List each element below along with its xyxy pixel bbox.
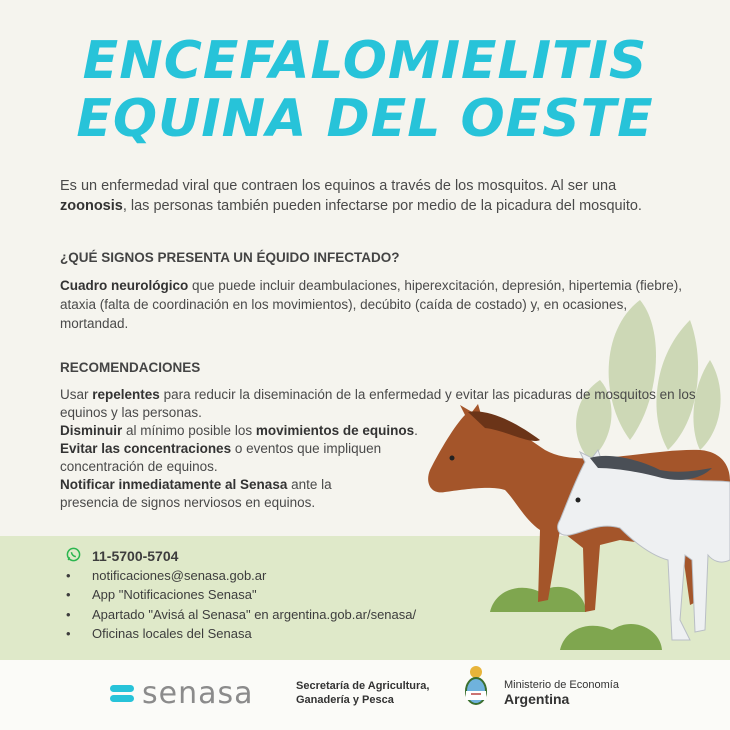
rec1-bold: repelentes	[92, 387, 160, 402]
secretaria-line-1: Secretaría de Agricultura,	[296, 680, 430, 692]
rec2-text: al mínimo posible los	[122, 423, 256, 438]
bush-right	[560, 624, 662, 650]
app-text: App "Notificaciones Senasa"	[92, 587, 257, 603]
offices-text: Oficinas locales del Senasa	[92, 626, 252, 642]
secretaria-line-2: Ganadería y Pesca	[296, 694, 394, 706]
rec3-bold: Evitar las concentraciones	[60, 441, 232, 456]
phone-row	[66, 546, 416, 566]
contact-item-web	[66, 605, 416, 625]
rec1-text-a: Usar	[60, 387, 93, 402]
contact-item-offices	[66, 624, 416, 644]
rec4-text: ante la presencia de signos nerviosos en equinos.	[60, 477, 332, 510]
signs-text: que puede incluir deambulaciones, hiperexcitación, depresión, hipertemia (fiebre), ataxia (falta de coordinación en los movimientos), decúbito (caída de costado) y, en ocasiones, mortandad.	[60, 278, 683, 331]
senasa-logo-text: senasa	[142, 676, 254, 711]
rec3-text: o eventos que impliquen concentración de equinos.	[60, 441, 382, 474]
recommendation-4	[60, 476, 390, 512]
intro-bold: zoonosis	[60, 198, 123, 214]
web-text: Apartado "Avisá al Senasa" en argentina.gob.ar/senasa/	[92, 606, 417, 622]
bullet: •	[66, 567, 71, 583]
email-link[interactable]: notificaciones@senasa.gob.ar	[92, 567, 267, 583]
title-line-2: EQUINA DEL OESTE	[76, 89, 654, 149]
title-line-1: ENCEFALOMIELITIS	[82, 31, 648, 91]
intro-text-2: , las personas también pueden infectarse por medio de la picadura del mosquito.	[122, 198, 642, 214]
whatsapp-icon	[66, 547, 92, 565]
recommendation-2	[60, 422, 700, 440]
bullet: •	[66, 606, 71, 622]
rec4-bold: Notificar inmediatamente al Senasa	[60, 477, 288, 492]
phone-number[interactable]: 11-5700-5704	[92, 547, 179, 564]
recommendation-3	[60, 440, 390, 476]
recommendations-list	[60, 386, 700, 512]
contact-list	[66, 546, 416, 644]
rec1-text-b: para reducir la diseminación de la enfermedad y evitar las picaduras de mosquitos en los equinos y las personas.	[60, 387, 696, 420]
recommendations-heading: RECOMENDACIONES	[60, 360, 201, 375]
rec2-bold-1: Disminuir	[60, 423, 123, 438]
signs-bold: Cuadro neurológico	[60, 278, 189, 293]
ministerio-line-2: Argentina	[504, 691, 570, 707]
signs-heading: ¿QUÉ SIGNOS PRESENTA UN ÉQUIDO INFECTADO?	[60, 250, 400, 265]
contact-item-email	[66, 566, 416, 586]
rec2-bold-2: movimientos de equinos	[255, 423, 415, 438]
contact-item-app	[66, 585, 416, 605]
ministerio-line-1: Ministerio de Economía	[504, 679, 619, 691]
intro-text-1: Es un enfermedad viral que contraen los equinos a través de los mosquitos. Al ser una	[60, 178, 617, 194]
bullet: •	[66, 626, 71, 642]
bullet: •	[66, 587, 71, 603]
recommendation-1	[60, 386, 700, 422]
bush-left	[490, 587, 586, 612]
rec2-end: .	[414, 423, 418, 438]
